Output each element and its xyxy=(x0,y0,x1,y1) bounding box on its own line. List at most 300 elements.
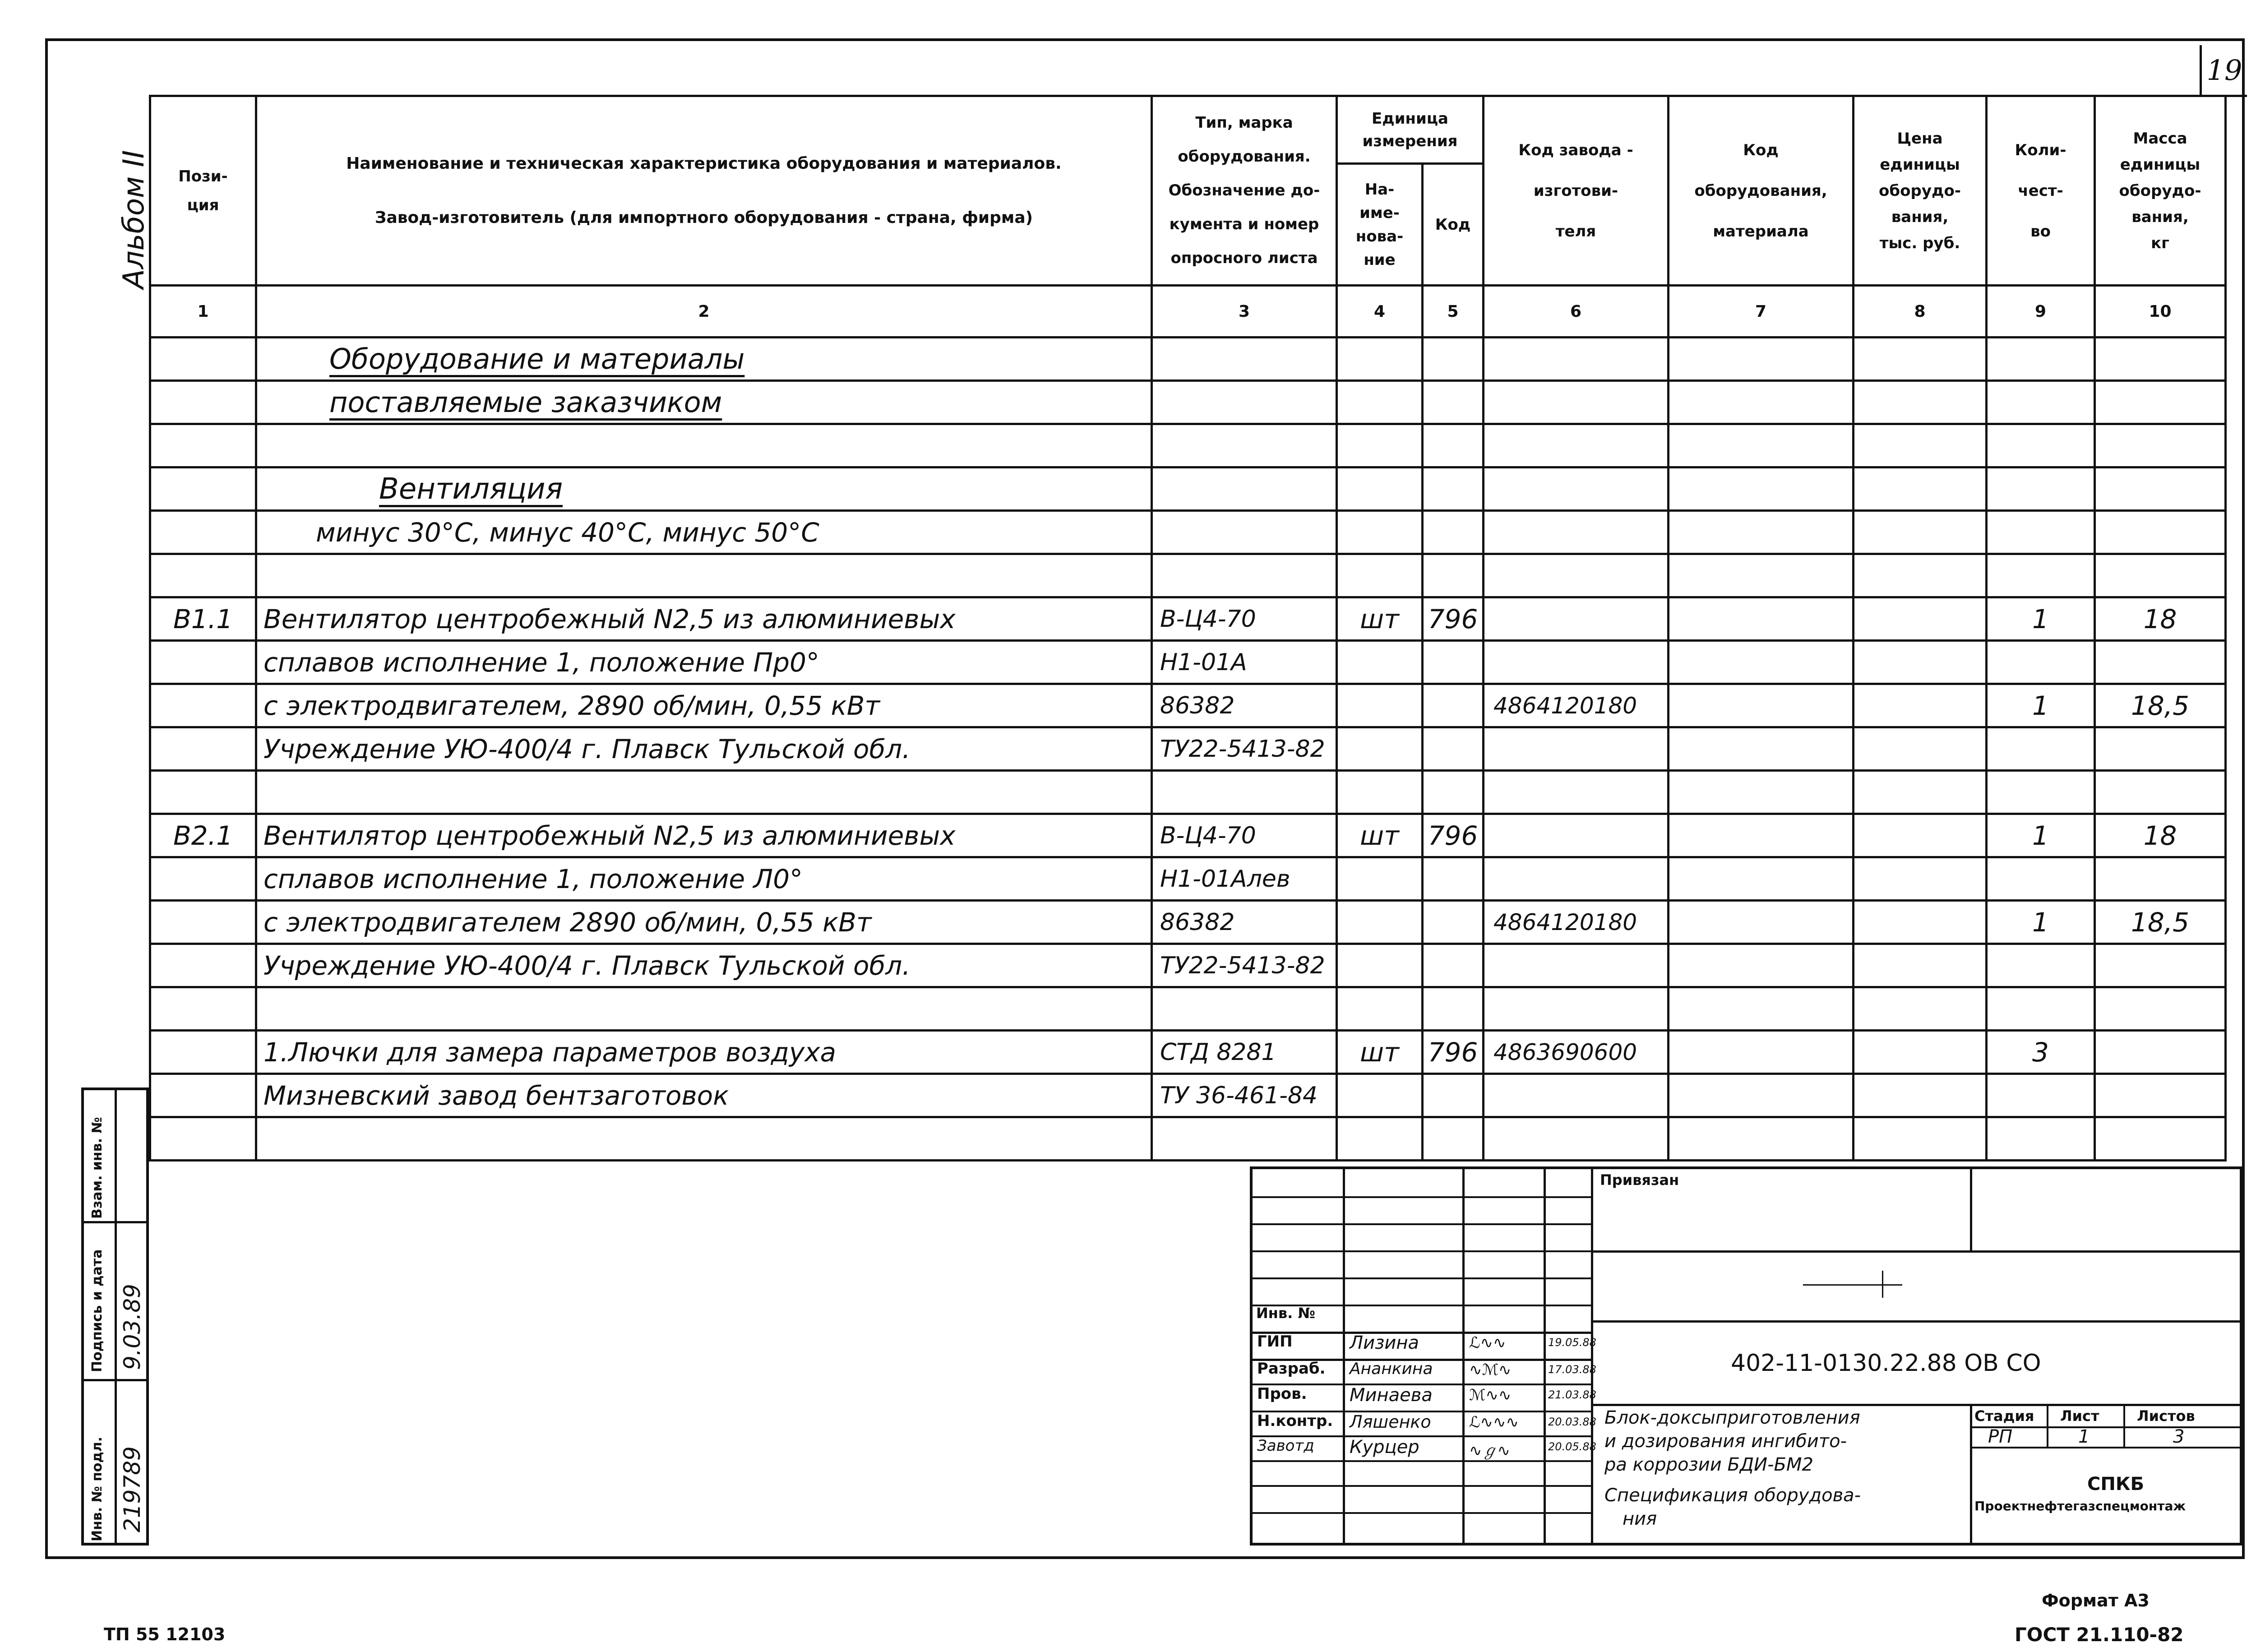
cell-price xyxy=(1854,857,1987,901)
header-unit-name xyxy=(1337,164,1423,286)
table-row xyxy=(150,771,2226,814)
table-row xyxy=(150,381,2226,424)
cell-pos xyxy=(150,511,256,554)
cell-pos xyxy=(150,987,256,1031)
cell-code: 796 xyxy=(1423,814,1484,857)
cell-code xyxy=(1423,944,1484,987)
cell-unit xyxy=(1337,511,1423,554)
description-line-3: ра коррозии БДИ-БМ2 xyxy=(1604,1454,1813,1475)
cell-mass xyxy=(2095,1031,2226,1074)
cell-code xyxy=(1423,511,1484,554)
date-developer: 17.03.88 xyxy=(1548,1363,1596,1376)
cell-mass xyxy=(2095,467,2226,511)
cell-pos xyxy=(150,641,256,684)
cell-name: Вентиляция xyxy=(256,467,1152,511)
role-gip: ГИП xyxy=(1257,1333,1293,1351)
header-line: име- xyxy=(1359,204,1400,222)
cell-equip xyxy=(1669,597,1854,641)
cell-unit xyxy=(1337,1074,1423,1117)
sidebar-cell-inv: Инв. № подл. xyxy=(89,1436,105,1541)
cell-mass xyxy=(2095,727,2226,771)
cell-price xyxy=(1854,771,1987,814)
header-line: кг xyxy=(2151,234,2169,252)
cell-code xyxy=(1423,338,1484,381)
cell-qty xyxy=(1987,1074,2095,1117)
cell-unit xyxy=(1337,641,1423,684)
column-number: 4 xyxy=(1337,286,1423,338)
header-line: вания, xyxy=(2131,208,2189,226)
header-line: Пози- xyxy=(178,167,228,185)
table-row xyxy=(150,987,2226,1031)
cell-price xyxy=(1854,554,1987,597)
cell-name: с электродвигателем 2890 об/мин, 0,55 кВт xyxy=(256,901,1152,944)
cell-factory xyxy=(1484,944,1669,987)
cell-code xyxy=(1423,901,1484,944)
cell-name: Вентилятор центробежный N2,5 из алюминиевых xyxy=(256,597,1152,641)
cell-equip xyxy=(1669,727,1854,771)
cell-pos xyxy=(150,727,256,771)
cell-pos: В1.1 xyxy=(150,597,256,641)
cell-name xyxy=(256,1117,1152,1161)
cell-pos xyxy=(150,857,256,901)
description-line-4: Спецификация оборудова- xyxy=(1604,1485,1861,1506)
cell-qty: 1 xyxy=(1987,597,2095,641)
cell-factory xyxy=(1484,771,1669,814)
cell-equip xyxy=(1669,1031,1854,1074)
cell-qty xyxy=(1987,381,2095,424)
table-row xyxy=(150,1117,2226,1161)
header-line: Единица xyxy=(1372,109,1448,128)
cell-code xyxy=(1423,727,1484,771)
date-head: 20.05.88 xyxy=(1548,1440,1596,1453)
date-checker: 21.03.88 xyxy=(1548,1388,1596,1401)
cell-pos xyxy=(150,771,256,814)
name-head: Курцер xyxy=(1350,1437,1419,1458)
header-line: Наименование и техническая характеристика оборудования и материалов. xyxy=(346,154,1062,173)
cell-pos xyxy=(150,338,256,381)
cell-type: СТД 8281 xyxy=(1152,1031,1337,1074)
header-line: Код xyxy=(1743,141,1779,159)
header-unit-code xyxy=(1423,164,1484,286)
cell-price xyxy=(1854,338,1987,381)
cell-mass: 18 xyxy=(2095,597,2226,641)
cell-type: ТУ 36-461-84 xyxy=(1152,1074,1337,1117)
cell-name: Оборудование и материалы xyxy=(256,338,1152,381)
cell-equip xyxy=(1669,424,1854,467)
cell-qty xyxy=(1987,771,2095,814)
cell-type xyxy=(1152,338,1337,381)
signature-head: ∿ℊ∿ xyxy=(1469,1442,1510,1460)
cell-price xyxy=(1854,684,1987,727)
role-checker: Пров. xyxy=(1257,1385,1307,1403)
cell-price xyxy=(1854,944,1987,987)
header-name xyxy=(256,96,1152,286)
header-line: ние xyxy=(1364,250,1396,269)
cell-qty xyxy=(1987,511,2095,554)
cell-type: 86382 xyxy=(1152,684,1337,727)
cell-pos xyxy=(150,381,256,424)
cell-type xyxy=(1152,467,1337,511)
header-line: кумента и номер xyxy=(1169,215,1319,233)
cell-name xyxy=(256,987,1152,1031)
title-block xyxy=(1250,1166,2242,1546)
inv-no-label: Инв. № xyxy=(1256,1305,1315,1322)
cell-code xyxy=(1423,1074,1484,1117)
cell-qty xyxy=(1987,338,2095,381)
header-price xyxy=(1854,96,1987,286)
cell-name: поставляемые заказчиком xyxy=(256,381,1152,424)
cell-qty: 1 xyxy=(1987,684,2095,727)
cell-factory xyxy=(1484,814,1669,857)
cell-equip xyxy=(1669,467,1854,511)
cell-qty: 1 xyxy=(1987,814,2095,857)
cell-pos xyxy=(150,424,256,467)
table-row xyxy=(150,554,2226,597)
cell-unit: шт xyxy=(1337,597,1423,641)
cell-mass xyxy=(2095,381,2226,424)
description-line-2: и дозирования ингибито- xyxy=(1604,1431,1847,1452)
date-gip: 19.05.88 xyxy=(1548,1336,1596,1349)
cell-qty xyxy=(1987,727,2095,771)
column-number: 7 xyxy=(1669,286,1854,338)
cell-factory: 4864120180 xyxy=(1484,684,1669,727)
name-checker: Минаева xyxy=(1350,1385,1433,1406)
cell-factory xyxy=(1484,1117,1669,1161)
cell-type: В-Ц4-70 xyxy=(1152,814,1337,857)
cell-code xyxy=(1423,1117,1484,1161)
cell-unit xyxy=(1337,771,1423,814)
header-line: единицы xyxy=(1880,155,1960,174)
cell-mass xyxy=(2095,987,2226,1031)
header-line: теля xyxy=(1555,222,1596,241)
header-line: Масса xyxy=(2133,129,2187,148)
cell-equip xyxy=(1669,641,1854,684)
sidebar-inv-value: 219789 xyxy=(119,1446,145,1532)
cell-mass: 18 xyxy=(2095,814,2226,857)
sidebar-cell-signature: Подпись и дата xyxy=(89,1249,105,1372)
cell-code xyxy=(1423,424,1484,467)
header-line: опросного листа xyxy=(1170,249,1318,267)
cell-type: ТУ22-5413-82 xyxy=(1152,944,1337,987)
cell-code xyxy=(1423,381,1484,424)
cell-equip xyxy=(1669,771,1854,814)
cell-factory xyxy=(1484,338,1669,381)
cell-factory xyxy=(1484,381,1669,424)
header-line: во xyxy=(2030,222,2051,241)
cell-price xyxy=(1854,901,1987,944)
column-number: 1 xyxy=(150,286,256,338)
cell-code xyxy=(1423,857,1484,901)
cell-price xyxy=(1854,511,1987,554)
cell-mass xyxy=(2095,554,2226,597)
signature-norm-control: ℒ∿∿∿ xyxy=(1469,1413,1519,1431)
cell-equip xyxy=(1669,901,1854,944)
footer-gost: ГОСТ 21.110-82 xyxy=(2015,1624,2184,1646)
cell-qty xyxy=(1987,467,2095,511)
header-line: Коли- xyxy=(2015,141,2066,159)
cell-name: Учреждение УЮ-400/4 г. Плавск Тульской обл. xyxy=(256,727,1152,771)
table-row xyxy=(150,727,2226,771)
cell-name xyxy=(256,424,1152,467)
cell-mass xyxy=(2095,944,2226,987)
cell-unit xyxy=(1337,901,1423,944)
signature-developer: ∿ℳ∿ xyxy=(1469,1361,1512,1379)
cell-mass: 18,5 xyxy=(2095,684,2226,727)
table-row xyxy=(150,338,2226,381)
header-line: Код xyxy=(1435,215,1471,234)
cell-mass xyxy=(2095,641,2226,684)
specification-table xyxy=(149,95,2227,1161)
cell-pos xyxy=(150,554,256,597)
description-line-1: Блок-доксыприготовления xyxy=(1604,1407,1860,1428)
table-row xyxy=(150,1031,2226,1074)
header-line: изготови- xyxy=(1533,181,1618,200)
sheets-value: 3 xyxy=(2173,1426,2185,1447)
role-head: Завотд xyxy=(1257,1437,1314,1455)
cell-unit xyxy=(1337,987,1423,1031)
header-quantity xyxy=(1987,96,2095,286)
header-position xyxy=(150,96,256,286)
cell-mass xyxy=(2095,424,2226,467)
cell-pos xyxy=(150,1074,256,1117)
cell-factory xyxy=(1484,857,1669,901)
cell-mass xyxy=(2095,338,2226,381)
cell-equip xyxy=(1669,381,1854,424)
cell-equip xyxy=(1669,554,1854,597)
cell-type xyxy=(1152,381,1337,424)
cell-factory xyxy=(1484,424,1669,467)
footer-left-code: ТП 55 12103 xyxy=(104,1624,226,1644)
cell-pos xyxy=(150,1031,256,1074)
cell-qty: 3 xyxy=(1987,1031,2095,1074)
header-mass xyxy=(2095,96,2226,286)
header-unit xyxy=(1337,96,1484,164)
cell-factory: 4863690600 xyxy=(1484,1031,1669,1074)
cell-price xyxy=(1854,597,1987,641)
column-number: 8 xyxy=(1854,286,1987,338)
cell-type xyxy=(1152,771,1337,814)
cell-price xyxy=(1854,467,1987,511)
cell-qty xyxy=(1987,424,2095,467)
cell-unit xyxy=(1337,467,1423,511)
cell-mass: 18,5 xyxy=(2095,901,2226,944)
header-line: оборудо- xyxy=(1879,181,1961,200)
role-norm-control: Н.контр. xyxy=(1257,1412,1333,1430)
cell-mass xyxy=(2095,857,2226,901)
cell-code xyxy=(1423,554,1484,597)
header-factory-code xyxy=(1484,96,1669,286)
cell-name: сплавов исполнение 1, положение Пр0° xyxy=(256,641,1152,684)
cell-qty xyxy=(1987,944,2095,987)
sidebar-date-value: 9.03.89 xyxy=(119,1284,145,1370)
cell-name xyxy=(256,554,1152,597)
cell-price xyxy=(1854,1031,1987,1074)
cell-factory xyxy=(1484,554,1669,597)
cell-unit: шт xyxy=(1337,1031,1423,1074)
cell-type xyxy=(1152,511,1337,554)
cell-qty xyxy=(1987,554,2095,597)
cell-code xyxy=(1423,684,1484,727)
column-number: 10 xyxy=(2095,286,2226,338)
cell-pos xyxy=(150,684,256,727)
cell-pos: В2.1 xyxy=(150,814,256,857)
stage-label: Стадия xyxy=(1974,1407,2034,1425)
cell-name xyxy=(256,771,1152,814)
header-line: Цена xyxy=(1897,129,1943,148)
table-row xyxy=(150,424,2226,467)
signature-checker: ℳ∿∿ xyxy=(1469,1386,1512,1404)
cell-name: минус 30°С, минус 40°С, минус 50°С xyxy=(256,511,1152,554)
header-line: единицы xyxy=(2120,155,2201,174)
header-line: оборудования. xyxy=(1178,148,1311,166)
cell-unit xyxy=(1337,554,1423,597)
cell-type xyxy=(1152,1117,1337,1161)
cell-type xyxy=(1152,987,1337,1031)
cell-factory xyxy=(1484,641,1669,684)
header-line: чест- xyxy=(2018,181,2063,200)
cell-unit: шт xyxy=(1337,814,1423,857)
cell-unit xyxy=(1337,684,1423,727)
privyazan-label: Привязан xyxy=(1600,1171,1679,1189)
cell-type: 86382 xyxy=(1152,901,1337,944)
cell-qty xyxy=(1987,987,2095,1031)
cell-equip xyxy=(1669,814,1854,857)
signature-gip: ℒ∿∿ xyxy=(1469,1334,1506,1352)
header-line: нова- xyxy=(1355,227,1404,245)
cell-equip xyxy=(1669,857,1854,901)
cell-type xyxy=(1152,554,1337,597)
cell-mass xyxy=(2095,771,2226,814)
role-developer: Разраб. xyxy=(1257,1360,1326,1378)
column-number: 9 xyxy=(1987,286,2095,338)
cell-mass xyxy=(2095,511,2226,554)
table-row xyxy=(150,641,2226,684)
cell-name: Мизневский завод бентзаготовок xyxy=(256,1074,1152,1117)
column-number: 6 xyxy=(1484,286,1669,338)
cell-name: 1.Лючки для замера параметров воздуха xyxy=(256,1031,1152,1074)
table-row xyxy=(150,944,2226,987)
table-row xyxy=(150,814,2226,857)
cell-price xyxy=(1854,727,1987,771)
cell-equip xyxy=(1669,338,1854,381)
cell-factory xyxy=(1484,1074,1669,1117)
document-code: 402-11-0130.22.88 ОВ СО xyxy=(1731,1350,2041,1377)
cell-price xyxy=(1854,987,1987,1031)
org-name-2: Проектнефтегазспецмонтаж xyxy=(1974,1499,2186,1513)
cell-unit xyxy=(1337,944,1423,987)
cell-code xyxy=(1423,467,1484,511)
cell-unit xyxy=(1337,338,1423,381)
cell-pos xyxy=(150,901,256,944)
cell-equip xyxy=(1669,944,1854,987)
cell-price xyxy=(1854,1117,1987,1161)
cell-pos xyxy=(150,944,256,987)
header-equipment-code xyxy=(1669,96,1854,286)
cell-equip xyxy=(1669,987,1854,1031)
cell-unit xyxy=(1337,857,1423,901)
header-line: вания, xyxy=(1891,208,1949,226)
sidebar-cell-replace: Взам. инв. № xyxy=(89,1117,105,1219)
cell-code: 796 xyxy=(1423,597,1484,641)
header-line: Завод-изготовитель (для импортного оборудования - страна, фирма) xyxy=(374,208,1033,227)
column-number: 2 xyxy=(256,286,1152,338)
stage-value: РП xyxy=(1988,1426,2013,1447)
cell-mass xyxy=(2095,1074,2226,1117)
table-row xyxy=(150,684,2226,727)
cell-factory xyxy=(1484,727,1669,771)
name-norm-control: Ляшенко xyxy=(1350,1412,1431,1432)
org-name-1: СПКБ xyxy=(2087,1474,2145,1495)
cell-factory xyxy=(1484,467,1669,511)
cell-name: Вентилятор центробежный N2,5 из алюминиевых xyxy=(256,814,1152,857)
sheets-label: Листов xyxy=(2137,1407,2195,1425)
table-row xyxy=(150,1074,2226,1117)
cell-unit xyxy=(1337,424,1423,467)
cell-type: Н1-01Алев xyxy=(1152,857,1337,901)
cell-qty: 1 xyxy=(1987,901,2095,944)
sheet-value: 1 xyxy=(2078,1426,2090,1447)
header-line: На- xyxy=(1364,180,1395,199)
cell-code xyxy=(1423,987,1484,1031)
cell-unit xyxy=(1337,1117,1423,1161)
cell-type: В-Ц4-70 xyxy=(1152,597,1337,641)
header-line: оборудо- xyxy=(2119,181,2201,200)
column-number: 5 xyxy=(1423,286,1484,338)
sheet-label: Лист xyxy=(2060,1407,2099,1425)
date-norm-control: 20.03.88 xyxy=(1548,1416,1596,1428)
cell-price xyxy=(1854,814,1987,857)
cell-factory xyxy=(1484,987,1669,1031)
cell-price xyxy=(1854,381,1987,424)
cell-name: сплавов исполнение 1, положение Л0° xyxy=(256,857,1152,901)
table-row xyxy=(150,597,2226,641)
header-line: материала xyxy=(1713,222,1809,241)
header-line: тыс. руб. xyxy=(1879,234,1960,252)
header-type xyxy=(1152,96,1337,286)
cell-equip xyxy=(1669,1074,1854,1117)
cell-factory: 4864120180 xyxy=(1484,901,1669,944)
cell-code xyxy=(1423,641,1484,684)
album-label: Альбом II xyxy=(117,150,151,289)
cell-mass xyxy=(2095,1117,2226,1161)
table-row xyxy=(150,511,2226,554)
cell-qty xyxy=(1987,857,2095,901)
cell-factory xyxy=(1484,597,1669,641)
header-line: Тип, марка xyxy=(1195,114,1293,132)
cell-price xyxy=(1854,641,1987,684)
header-line: ция xyxy=(187,196,219,214)
cell-factory xyxy=(1484,511,1669,554)
cell-type: Н1-01А xyxy=(1152,641,1337,684)
table-row xyxy=(150,467,2226,511)
cell-unit xyxy=(1337,727,1423,771)
cell-equip xyxy=(1669,511,1854,554)
cell-code: 796 xyxy=(1423,1031,1484,1074)
cell-type xyxy=(1152,424,1337,467)
cell-unit xyxy=(1337,381,1423,424)
cell-type: ТУ22-5413-82 xyxy=(1152,727,1337,771)
cell-price xyxy=(1854,424,1987,467)
description-line-5: ния xyxy=(1623,1509,1657,1529)
name-gip: Лизина xyxy=(1350,1333,1419,1353)
cell-price xyxy=(1854,1074,1987,1117)
header-line: Обозначение до- xyxy=(1168,181,1320,199)
table-row xyxy=(150,901,2226,944)
table-row xyxy=(150,857,2226,901)
name-developer: Ананкина xyxy=(1350,1360,1433,1378)
header-line: измерения xyxy=(1362,132,1458,150)
cell-equip xyxy=(1669,684,1854,727)
